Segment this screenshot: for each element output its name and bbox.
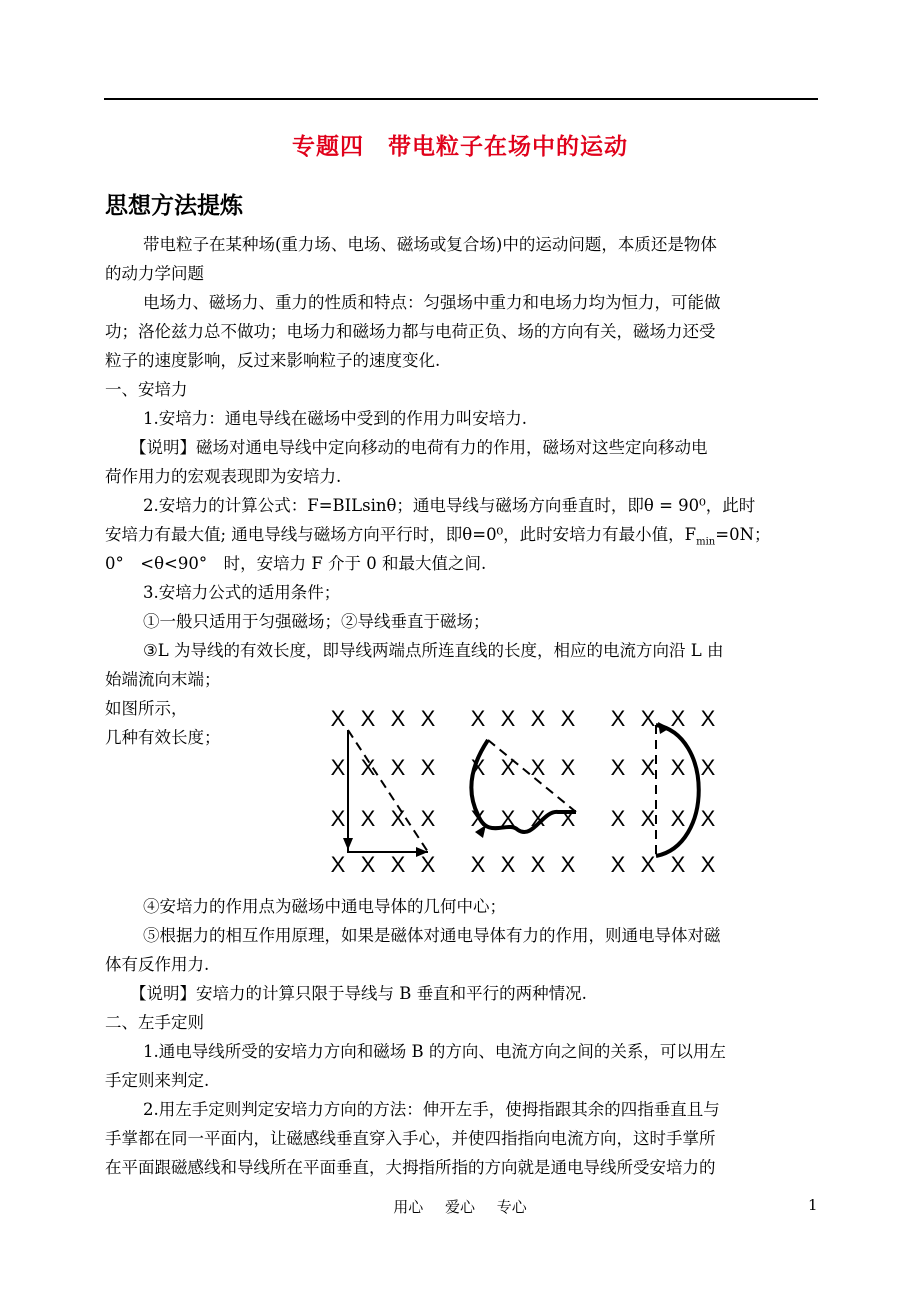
field-x-mark: X <box>530 806 546 831</box>
field-x-mark: X <box>360 806 376 831</box>
paragraph-line: 3.安培力公式的适用条件； <box>143 583 341 602</box>
page-number: 1 <box>808 1196 818 1214</box>
field-x-mark: X <box>560 806 576 831</box>
field-x-mark: X <box>670 852 686 875</box>
field-x-mark: X <box>420 755 436 780</box>
field-x-mark: X <box>470 755 486 780</box>
field-x-mark: X <box>360 706 376 731</box>
field-x-mark: X <box>420 706 436 731</box>
arrow-head <box>658 722 670 734</box>
paragraph-line: 在平面跟磁感线和导线所在平面垂直，大拇指所指的方向就是通电导线所受安培力的 <box>105 1158 716 1177</box>
paragraph-line: ①一般只适用于匀强磁场；②导线垂直于磁场； <box>143 612 490 631</box>
arrow-head <box>343 838 353 850</box>
formula-line: 2.安培力的计算公式：F=BILsinθ；通电导线与磁场方向垂直时，即θ = 90⁰，此时 <box>143 496 756 515</box>
field-x-mark: X <box>610 706 626 731</box>
field-x-mark: X <box>330 755 346 780</box>
header-rule <box>104 98 818 100</box>
field-x-mark: X <box>390 806 406 831</box>
section-heading: 思想方法提炼 <box>105 192 243 219</box>
field-x-mark: X <box>470 706 486 731</box>
field-x-mark: X <box>390 852 406 875</box>
field-x-mark: X <box>390 755 406 780</box>
field-x-mark: X <box>470 806 486 831</box>
paragraph-line: ④安培力的作用点为磁场中通电导体的几何中心； <box>143 897 506 916</box>
field-x-mark: X <box>670 755 686 780</box>
paragraph-line: 的动力学问题 <box>105 264 204 283</box>
field-x-mark: X <box>560 852 576 875</box>
field-x-mark: X <box>330 852 346 875</box>
paragraph-line: 1.通电导线所受的安培力方向和磁场 B 的方向、电流方向之间的关系，可以用左 <box>143 1042 726 1061</box>
semicircle-wire <box>656 725 699 856</box>
page-title: 专题四 带电粒子在场中的运动 <box>292 133 628 160</box>
note-line: 【说明】磁场对通电导线中定向移动的电荷有力的作用，磁场对这些定向移动电 <box>130 438 708 457</box>
field-x-mark: X <box>420 852 436 875</box>
effective-length-figure <box>318 700 738 875</box>
field-x-mark: X <box>530 852 546 875</box>
paragraph-line: ⑤根据力的相互作用原理，如果是磁体对通电导体有力的作用，则通电导体对磁 <box>143 926 721 945</box>
field-x-mark: X <box>500 706 516 731</box>
field-x-mark: X <box>700 806 716 831</box>
field-x-mark: X <box>640 852 656 875</box>
paragraph-line: 0° <θ<90° 时，安培力 F 介于 0 和最大值之间. <box>105 554 487 573</box>
heading-ampere-force: 一、安培力 <box>105 380 188 399</box>
field-x-mark: X <box>640 755 656 780</box>
field-x-mark: X <box>610 806 626 831</box>
field-x-mark: X <box>330 706 346 731</box>
field-x-mark: X <box>640 806 656 831</box>
field-x-mark: X <box>420 806 436 831</box>
triangle-effective-length <box>348 730 428 852</box>
paragraph-line: 1.安培力：通电导线在磁场中受到的作用力叫安培力. <box>143 409 527 428</box>
field-x-mark: X <box>360 755 376 780</box>
field-x-mark: X <box>500 852 516 875</box>
paragraph-line: 手掌都在同一平面内，让磁感线垂直穿入手心，并使四指指向电流方向，这时手掌所 <box>105 1129 716 1148</box>
paragraph-line: 粒子的速度影响，反过来影响粒子的速度变化. <box>105 351 441 370</box>
field-x-mark: X <box>530 706 546 731</box>
paragraph-line: 2.用左手定则判定安培力方向的方法：伸开左手，使拇指跟其余的四指垂直且与 <box>143 1100 720 1119</box>
field-x-mark: X <box>610 852 626 875</box>
formula-line-2: 安培力有最大值; 通电导线与磁场方向平行时，即θ=0⁰，此时安培力有最小值，$F_{min}=0N$； <box>105 525 771 548</box>
field-x-mark: X <box>390 706 406 731</box>
paragraph-line: 体有反作用力. <box>105 955 210 974</box>
paragraph-line: ③L 为导线的有效长度，即导线两端点所连直线的长度，相应的电流方向沿 L 由 <box>143 641 724 660</box>
paragraph-line: 电场力、磁场力、重力的性质和特点：匀强场中重力和电场力均为恒力，可能做 <box>143 293 721 312</box>
field-x-mark: X <box>640 706 656 731</box>
field-x-mark: X <box>700 706 716 731</box>
paragraph-line: 如图所示， <box>105 699 188 718</box>
paragraph-line: 荷作用力的宏观表现即为安培力. <box>105 467 342 486</box>
field-x-mark: X <box>500 755 516 780</box>
field-x-mark: X <box>670 806 686 831</box>
heading-left-hand-rule: 二、左手定则 <box>105 1013 204 1032</box>
field-x-mark: X <box>560 755 576 780</box>
field-x-mark: X <box>670 706 686 731</box>
field-x-mark: X <box>360 852 376 875</box>
field-x-mark: X <box>530 755 546 780</box>
paragraph-line: 手定则来判定. <box>105 1071 210 1090</box>
paragraph-line: 始端流向末端； <box>105 670 221 689</box>
field-x-mark: X <box>700 852 716 875</box>
paragraph-line: 功；洛伦兹力总不做功；电场力和磁场力都与电荷正负、场的方向有关，磁场力还受 <box>105 322 716 341</box>
field-x-mark: X <box>700 755 716 780</box>
paragraph-line: 带电粒子在某种场(重力场、电场、磁场或复合场)中的运动问题，本质还是物体 <box>143 235 717 254</box>
paragraph-line: 几种有效长度； <box>105 728 221 747</box>
field-x-mark: X <box>330 806 346 831</box>
footer-motto: 用心 爱心 专心 <box>393 1198 527 1216</box>
field-x-mark: X <box>500 806 516 831</box>
field-x-mark: X <box>560 706 576 731</box>
field-x-mark: X <box>610 755 626 780</box>
note-line: 【说明】安培力的计算只限于导线与 B 垂直和平行的两种情况. <box>130 984 587 1003</box>
field-x-mark: X <box>470 852 486 875</box>
